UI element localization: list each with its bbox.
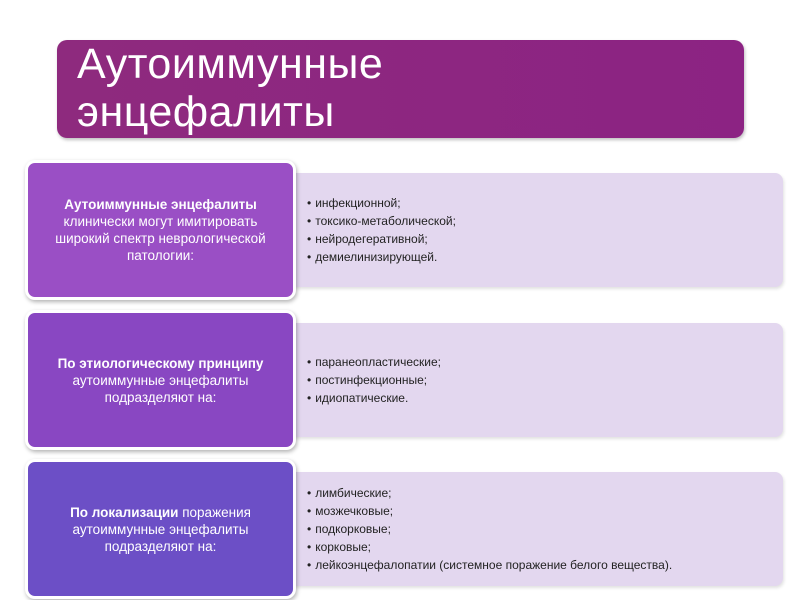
row-label [25, 459, 296, 599]
detail-list [307, 194, 777, 266]
row-label [25, 310, 296, 450]
list-item: • подкорковые; [307, 520, 777, 538]
page-title: Аутоиммунные энцефалиты [77, 40, 384, 136]
list-item: • инфекционной; [307, 194, 777, 212]
row-label-bold: По локализации [70, 504, 179, 520]
list-item: • паранеопластические; [307, 353, 777, 371]
row-label [25, 160, 296, 300]
row-etiology [25, 310, 783, 450]
row-label-bold: По этиологическому принципу [57, 355, 264, 371]
list-item: • нейродегеративной; [307, 230, 777, 248]
row-localization [25, 459, 783, 599]
row-label-rest: аутоиммунные энцефалиты подразделяют на: [72, 372, 249, 405]
row-label-bold: Аутоиммунные энцефалиты [64, 197, 257, 212]
list-item: • лимбические; [307, 484, 777, 502]
row-label-rest: поражения аутоиммунные энцефалиты подразделяют на: [72, 504, 251, 554]
row-clinical-mimicry [25, 160, 783, 300]
row-label-rest: клинически могут имитировать широкий спектр неврологической патологии: [55, 214, 266, 263]
detail-panel [250, 323, 783, 437]
detail-panel [250, 472, 783, 586]
row-label-text [38, 355, 283, 406]
list-item: • токсико-метаболической; [307, 212, 777, 230]
detail-list [307, 353, 777, 407]
list-item: • идиопатические. [307, 389, 777, 407]
list-item: • постинфекционные; [307, 371, 777, 389]
row-label-text [38, 196, 283, 264]
list-item: • лейкоэнцефалопатии (системное поражение белого вещества). [307, 556, 777, 574]
detail-list [307, 484, 777, 574]
list-item: • мозжечковые; [307, 502, 777, 520]
list-item: • корковые; [307, 538, 777, 556]
detail-panel [250, 173, 783, 287]
title-banner [57, 40, 744, 138]
list-item: • демиелинизирующей. [307, 248, 777, 266]
row-label-text [38, 504, 283, 555]
